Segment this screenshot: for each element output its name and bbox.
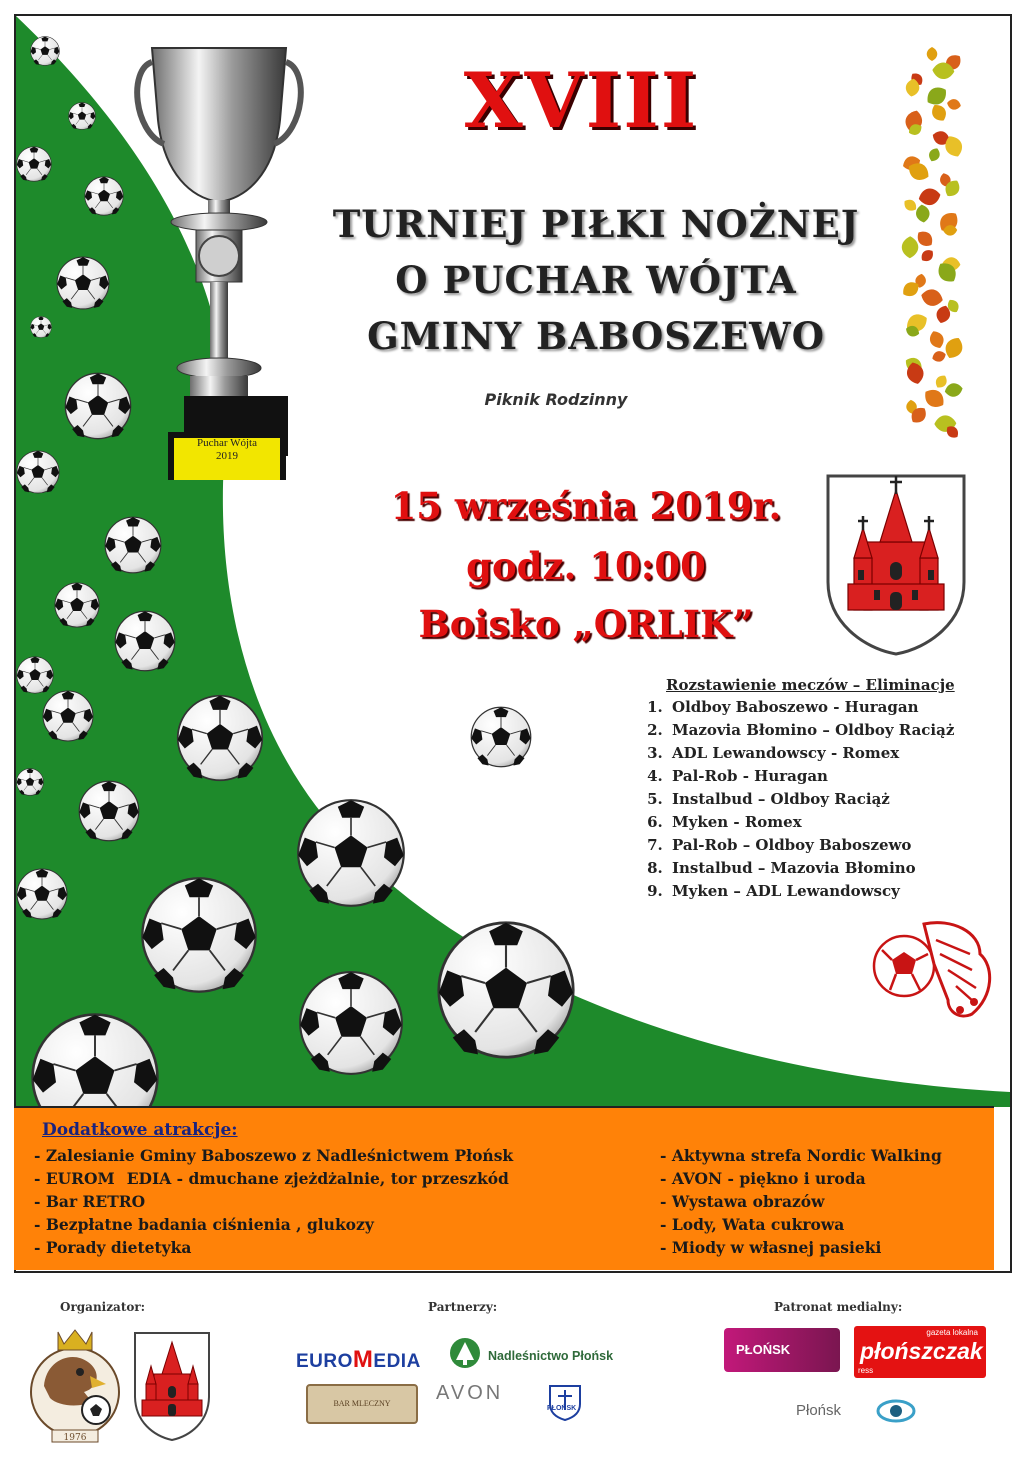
attraction-euromedia-end: EDIA - dmuchane zjeżdżalnie, tor przeszkód bbox=[126, 1169, 509, 1188]
plonszczak-logo bbox=[854, 1326, 986, 1378]
soccer-ball-icon bbox=[30, 316, 52, 338]
autumn-leaves-garland bbox=[894, 46, 970, 446]
bar-mleczny-logo-text: BAR MLECZNY bbox=[333, 1399, 391, 1408]
attractions-title: Dodatkowe atrakcje: bbox=[42, 1120, 238, 1140]
soccer-ball-icon bbox=[54, 582, 100, 628]
match-item: 2. Mazovia Błomino – Oldboy Raciąż bbox=[668, 719, 1004, 742]
title-line-3: GMINY BABOSZEWO bbox=[367, 314, 825, 358]
attractions-left-column bbox=[34, 1144, 513, 1259]
plonsk-crest-small-icon bbox=[544, 1382, 586, 1422]
avon-logo: AVON bbox=[436, 1382, 504, 1404]
poster-frame bbox=[14, 14, 1012, 1273]
leaf-icon bbox=[927, 146, 942, 163]
plonszczak-logo-tagline: gazeta lokalna bbox=[926, 1328, 978, 1337]
attraction-item: - Miody w własnej pasieki bbox=[660, 1238, 882, 1257]
organizer-label: Organizator: bbox=[60, 1300, 146, 1314]
euromedia-logo-m: M bbox=[352, 1346, 374, 1373]
attraction-item: - Bezpłatne badania ciśnienia , glukozy bbox=[34, 1215, 374, 1234]
plonsk-tv-logo bbox=[790, 1396, 930, 1430]
match-item: 4. Pal-Rob - Huragan bbox=[668, 765, 1004, 788]
soccer-ball-icon bbox=[16, 656, 54, 694]
soccer-ball-icon bbox=[64, 372, 132, 440]
trophy-plate bbox=[174, 437, 280, 463]
attraction-euromedia-start: - EUROM bbox=[34, 1169, 115, 1188]
plonszczak-logo-title: płońszczak bbox=[860, 1338, 983, 1364]
match-item: 9. Myken – ADL Lewandowscy bbox=[668, 880, 1004, 903]
nadlesnictwo-logo-text: Nadleśnictwo Płońsk bbox=[488, 1349, 614, 1363]
soccer-ball-icon bbox=[296, 798, 406, 908]
soccer-ball-icon bbox=[56, 256, 110, 310]
soccer-ball-icon bbox=[470, 706, 532, 768]
soccer-ball-icon bbox=[84, 176, 124, 216]
soccer-ball-icon bbox=[104, 516, 162, 574]
leaf-icon bbox=[946, 98, 962, 111]
event-time: godz. 10:00 bbox=[466, 544, 706, 588]
soccer-ball-icon bbox=[78, 780, 140, 842]
attraction-item bbox=[34, 1167, 513, 1190]
match-item: 5. Instalbud – Oldboy Raciąż bbox=[668, 788, 1004, 811]
attraction-item: - Aktywna strefa Nordic Walking bbox=[660, 1146, 942, 1165]
attraction-item: - AVON - piękno i uroda bbox=[660, 1169, 866, 1188]
attraction-item: - Bar RETRO bbox=[34, 1192, 146, 1211]
trophy-plate-title: Puchar Wójta bbox=[197, 437, 257, 449]
nadlesnictwo-tree-icon bbox=[448, 1336, 482, 1370]
soccer-ball-icon bbox=[42, 690, 94, 742]
soccer-ball-icon bbox=[30, 36, 60, 66]
match-item: 3. ADL Lewandowscy - Romex bbox=[668, 742, 1004, 765]
trophy-plate-year: 2019 bbox=[216, 450, 238, 462]
eye-icon bbox=[876, 1398, 916, 1424]
eagle-club-logo bbox=[22, 1326, 128, 1446]
title-line-1: TURNIEJ PIŁKI NOŻNEJ bbox=[332, 202, 860, 246]
leaf-icon bbox=[929, 102, 950, 124]
attraction-item: - Porady dietetyka bbox=[34, 1238, 192, 1257]
baboszewo-coat-of-arms-small bbox=[132, 1330, 212, 1442]
match-item: 8. Instalbud – Mazovia Błomino bbox=[668, 857, 1004, 880]
plonsk-tv-logo-text: Płońsk bbox=[796, 1402, 842, 1419]
soccer-ball-icon bbox=[16, 450, 60, 494]
match-item: 7. Pal-Rob – Oldboy Baboszewo bbox=[668, 834, 1004, 857]
plonsk-small-text: PŁOŃSK bbox=[547, 1405, 577, 1412]
soccer-ball-icon bbox=[68, 102, 96, 130]
euromedia-logo-part-b: EDIA bbox=[373, 1351, 421, 1372]
plonsk-media-logo-text: PŁOŃSK bbox=[736, 1342, 791, 1357]
schedule-title: Rozstawienie meczów – Eliminacje bbox=[666, 676, 955, 694]
soccer-ball-icon bbox=[176, 694, 264, 782]
partners-label: Partnerzy: bbox=[428, 1300, 498, 1314]
attraction-item: - Zalesianie Gminy Baboszewo z Nadleśnictwem Płońsk bbox=[34, 1146, 514, 1165]
soccer-ball-icon bbox=[16, 146, 52, 182]
event-venue: Boisko „ORLIK” bbox=[418, 602, 754, 646]
subtitle-family-picnic: Piknik Rodzinny bbox=[484, 390, 628, 409]
soccer-ball-icon bbox=[16, 768, 44, 796]
match-item: 1. Oldboy Baboszewo - Huragan bbox=[668, 696, 1004, 719]
plonsk-media-logo bbox=[724, 1328, 840, 1372]
match-item: 6. Myken - Romex bbox=[668, 811, 1004, 834]
soccer-ball-icon bbox=[298, 970, 404, 1076]
media-patron-label: Patronat medialny: bbox=[774, 1300, 903, 1314]
bar-mleczny-logo bbox=[306, 1384, 418, 1424]
edition-numeral: XVIII bbox=[463, 56, 699, 145]
soccer-ball-icon bbox=[16, 868, 68, 920]
attraction-item: - Wystawa obrazów bbox=[660, 1192, 825, 1211]
attraction-item: - Lody, Wata cukrowa bbox=[660, 1215, 845, 1234]
soccer-ball-icon bbox=[436, 920, 576, 1060]
leaf-icon bbox=[927, 47, 938, 61]
leaf-icon bbox=[944, 382, 964, 398]
title-line-2: O PUCHAR WÓJTA bbox=[395, 258, 797, 302]
euromedia-logo-part-a: EURO bbox=[296, 1351, 353, 1372]
organizer-logo-year: 1976 bbox=[63, 1433, 87, 1443]
attractions-right-column bbox=[660, 1144, 942, 1259]
soccer-ball-icon bbox=[114, 610, 176, 672]
attractions-panel bbox=[14, 1106, 994, 1270]
euromedia-logo bbox=[296, 1346, 421, 1374]
football-boots-sketch bbox=[868, 910, 998, 1030]
leaf-icon bbox=[921, 385, 948, 411]
event-date: 15 września 2019r. bbox=[390, 484, 782, 528]
soccer-ball-icon bbox=[140, 876, 258, 994]
match-list bbox=[644, 696, 1004, 903]
match-schedule bbox=[644, 676, 1004, 903]
plonszczak-logo-press: ress bbox=[858, 1366, 874, 1375]
